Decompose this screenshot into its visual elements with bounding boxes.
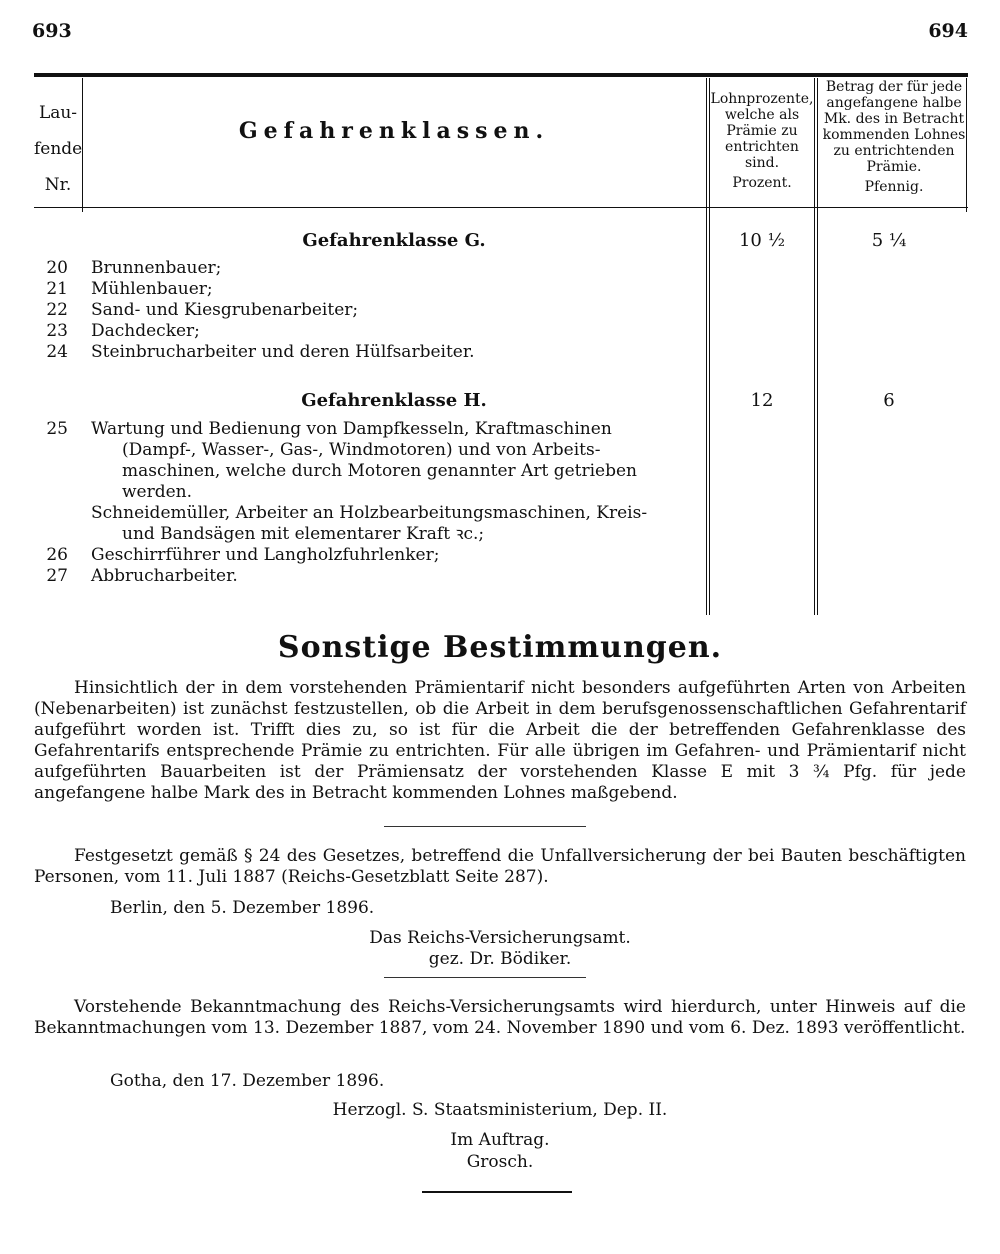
class-g-title: Gefahrenklasse G.: [302, 230, 486, 251]
row-number: 21: [46, 279, 68, 299]
row-number: 27: [46, 566, 68, 586]
row-text: Steinbrucharbeiter und deren Hülfsarbeiter.: [91, 342, 475, 362]
header-lohnprozente: [710, 91, 814, 191]
paragraph-festgesetzt: Festgesetzt gemäß § 24 des Gesetzes, betreffend die Unfallversicherung der bei Bauten beschäftigten Personen, vom 11. Juli 1887 (Reichs-Gesetzblatt Seite 287).: [34, 846, 966, 887]
row-text: (Dampf-, Wasser-, Gas-, Windmotoren) und von Arbeits-: [122, 440, 601, 460]
row-number: 20: [46, 258, 68, 278]
row-text: Mühlenbauer;: [91, 279, 213, 299]
separator-rule: [384, 826, 586, 827]
row-text: Sand- und Kiesgrubenarbeiter;: [91, 300, 359, 320]
class-h-percent: 12: [750, 390, 774, 411]
class-g-pfennig: 5 ¼: [871, 230, 907, 251]
row-text: Wartung und Bedienung von Dampfkesseln, Kraftmaschinen: [91, 419, 612, 439]
signature-boediker: gez. Dr. Bödiker.: [428, 949, 572, 969]
separator-rule: [384, 977, 586, 978]
paragraph-vorstehende-bekanntmachung: Vorstehende Bekanntmachung des Reichs-Versicherungsamts wird hierdurch, unter Hinweis auf die Bekanntmachungen vom 13. Dezember 1887, vom 24. November 1890 und vom 6. Dez. 1893 veröffentlicht.: [34, 997, 966, 1038]
row-text: Abbrucharbeiter.: [91, 566, 238, 586]
signature-grosch: Grosch.: [466, 1152, 534, 1172]
class-g-percent: 10 ½: [738, 230, 786, 251]
end-rule: [422, 1191, 572, 1193]
header-lohnprozente-text: Lohnprozente, welche als Prämie zu entrichten sind.: [710, 91, 814, 171]
class-h-title: Gefahrenklasse H.: [301, 390, 487, 411]
row-number: 24: [46, 342, 68, 362]
paragraph-sonstige-bestimmungen: Hinsichtlich der in dem vorstehenden Prämientarif nicht besonders aufgeführten Arten von Arbeiten (Nebenarbeiten) ist zunächst festzustellen, ob die Arbeit in dem berufsgenossenschaftlichen Gefahrentarif aufgeführt worden ist. Trifft dies zu, so ist für die Arbeit die der betreffenden Gefahrenklasse des Gefahrentarifs entsprechende Prämie zu entrichten. Für alle übrigen im Gefahren- und Prämientarif nicht aufgeführten Bauarbeiten ist der Prämiensatz der vorstehenden Klasse E mit 3 ¾ Pfg. für jede angefangene halbe Mark des in Betracht kommenden Lohnes maßgebend.: [34, 678, 966, 803]
table-top-rule: [34, 73, 968, 77]
page-number-right: 694: [928, 20, 968, 42]
row-number: 23: [46, 321, 68, 341]
header-unit-pfennig: Pfennig.: [864, 179, 924, 195]
header-nr-line: fende: [34, 139, 83, 159]
header-betrag: [819, 79, 969, 195]
authority-staatsministerium: Herzogl. S. Staatsministerium, Dep. II.: [332, 1100, 668, 1120]
header-gefahrenklassen: Gefahrenklassen.: [238, 118, 550, 144]
row-text: maschinen, welche durch Motoren genannter Art getrieben: [122, 461, 637, 481]
row-text: Brunnenbauer;: [91, 258, 222, 278]
row-text: werden.: [122, 482, 193, 502]
place-date-gotha: Gotha, den 17. Dezember 1896.: [110, 1071, 385, 1091]
row-number: 25: [46, 419, 68, 439]
row-number: 26: [46, 545, 68, 565]
row-text: Dachdecker;: [91, 321, 200, 341]
row-number: 22: [46, 300, 68, 320]
section-title: Sonstige Bestimmungen.: [277, 630, 723, 665]
in-auftrag: Im Auftrag.: [450, 1130, 550, 1150]
header-bottom-rule: [34, 207, 968, 208]
row-text: und Bandsägen mit elementarer Kraft ꝛc.;: [122, 524, 485, 544]
row-text: Schneidemüller, Arbeiter an Holzbearbeitungsmaschinen, Kreis-: [91, 503, 648, 523]
header-betrag-text: Betrag der für jede angefangene halbe Mk. des in Betracht kommenden Lohnes zu entrichtenden Prämie.: [822, 79, 966, 175]
row-text: Geschirrführer und Langholzfuhrlenker;: [91, 545, 440, 565]
premium-tariff-table: [34, 73, 968, 615]
header-nr: [34, 95, 82, 203]
header-nr-line: Nr.: [44, 175, 72, 195]
column-divider-1: [82, 78, 85, 212]
page-number-left: 693: [32, 20, 72, 42]
authority-reichsversicherungsamt: Das Reichs-Versicherungsamt.: [369, 928, 631, 948]
header-unit-prozent: Prozent.: [732, 175, 792, 191]
place-date-berlin: Berlin, den 5. Dezember 1896.: [110, 898, 375, 918]
column-divider-3: [814, 78, 818, 615]
class-h-pfennig: 6: [883, 390, 895, 411]
header-nr-line: Lau-: [38, 103, 78, 123]
